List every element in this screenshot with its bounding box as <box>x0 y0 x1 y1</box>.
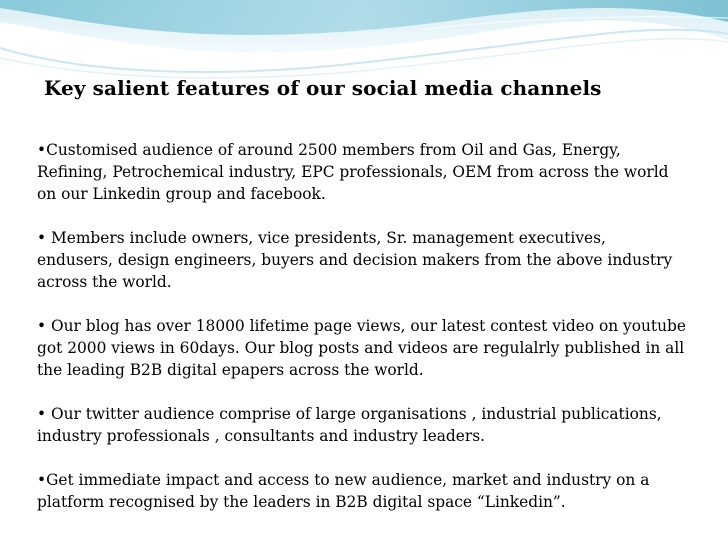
text-line: endusers, design engineers, buyers and decision makers from the above industry <box>37 251 673 269</box>
text-line: on our Linkedin group and facebook. <box>37 185 326 203</box>
text-line: •Customised audience of around 2500 members from Oil and Gas, Energy, <box>37 141 621 159</box>
text-line: • Our twitter audience comprise of large organisations , industrial publications, <box>37 405 662 423</box>
text-line: the leading B2B digital epapers across the world. <box>37 361 424 379</box>
text-line: got 2000 views in 60days. Our blog posts and videos are regulalrly published in all <box>37 339 685 357</box>
bullet-paragraph-members <box>37 227 717 293</box>
bullet-paragraph-impact <box>37 469 717 513</box>
decorative-wave-header <box>0 0 728 80</box>
slide-title: Key salient features of our social media channels <box>44 76 602 100</box>
bullet-content <box>37 139 717 513</box>
text-line: • Members include owners, vice presidents, Sr. management executives, <box>37 229 606 247</box>
bullet-paragraph-blog <box>37 315 717 381</box>
bullet-paragraph-audience <box>37 139 717 205</box>
text-line: platform recognised by the leaders in B2B digital space “Linkedin”. <box>37 493 566 511</box>
text-line: Refining, Petrochemical industry, EPC professionals, OEM from across the world <box>37 163 669 181</box>
bullet-paragraph-twitter <box>37 403 717 447</box>
text-line: • Our blog has over 18000 lifetime page views, our latest contest video on youtube <box>37 317 686 335</box>
text-line: industry professionals , consultants and industry leaders. <box>37 427 486 445</box>
text-line: •Get immediate impact and access to new audience, market and industry on a <box>37 471 650 489</box>
text-line: across the world. <box>37 273 172 291</box>
